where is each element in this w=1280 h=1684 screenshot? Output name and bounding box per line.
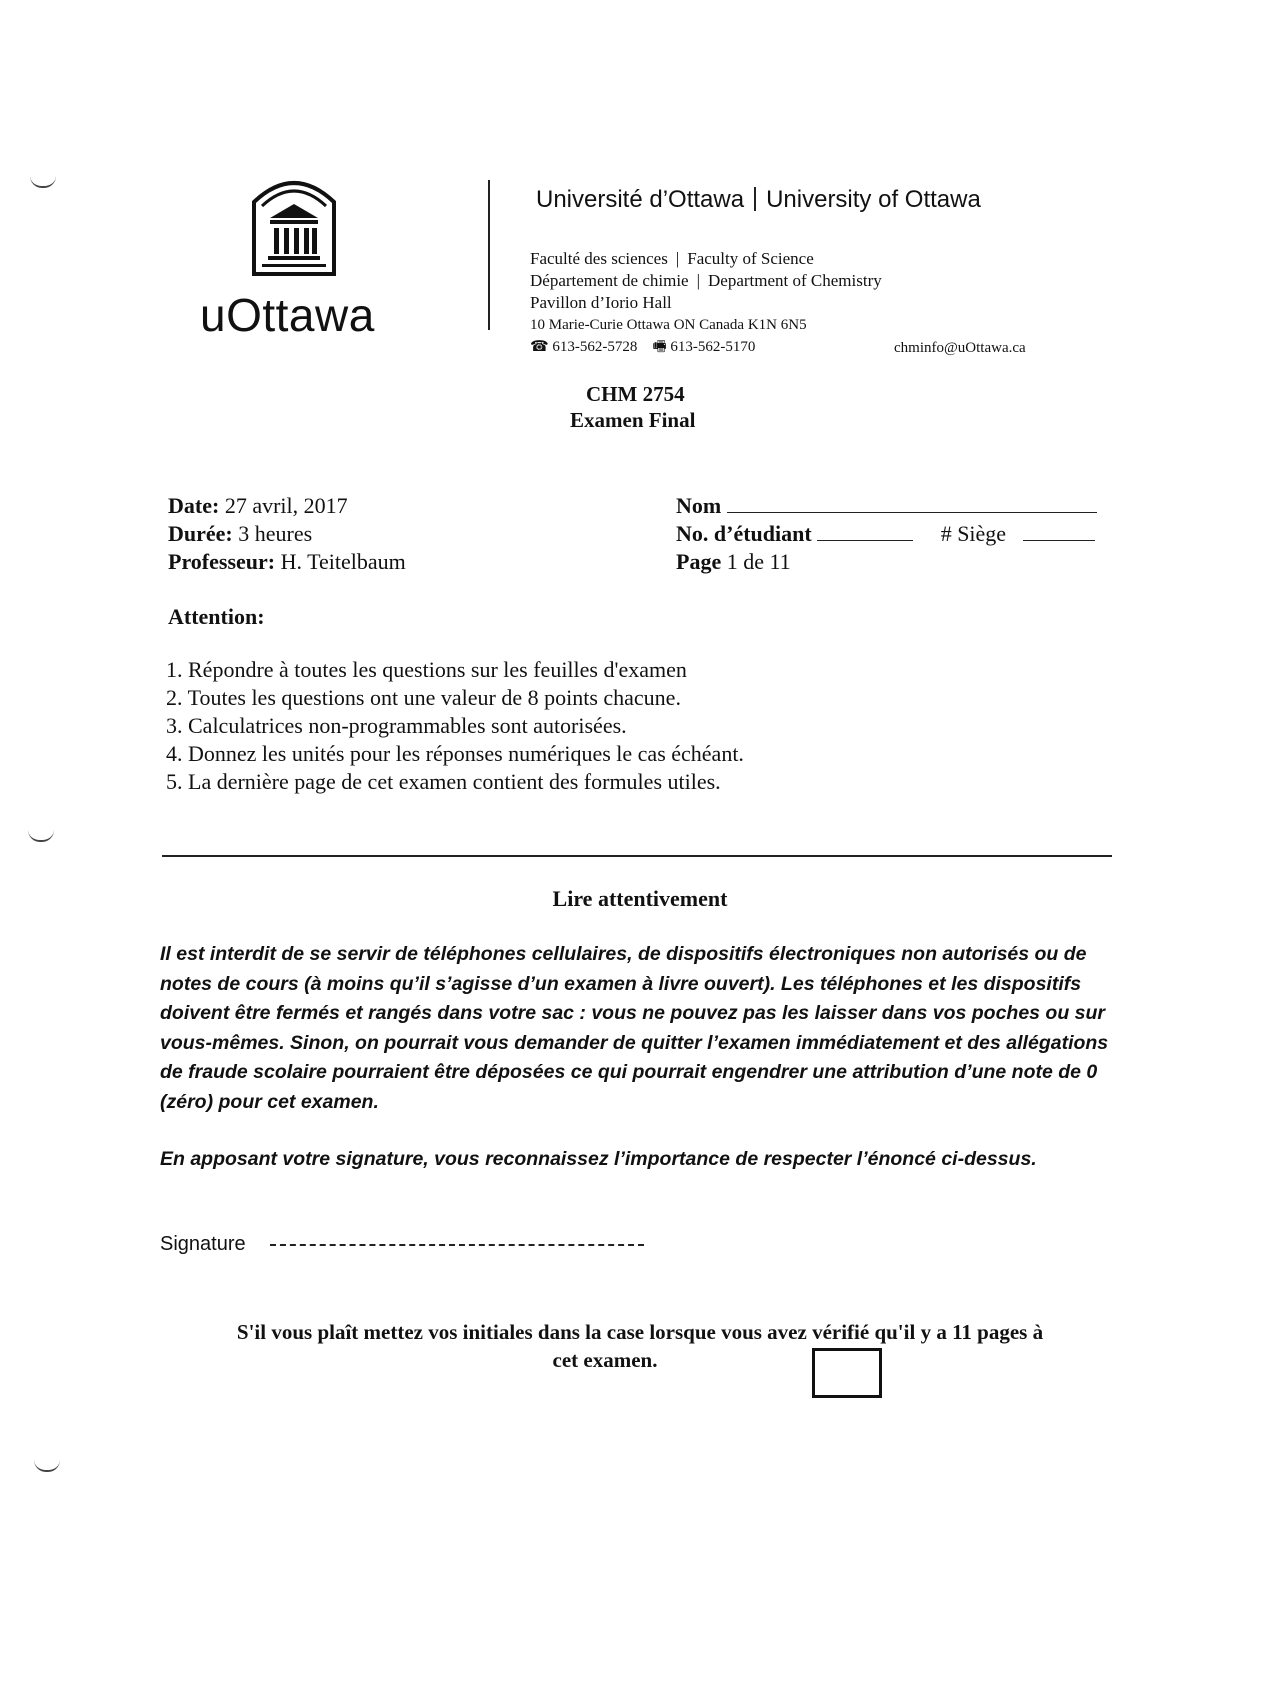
student-details bbox=[676, 492, 1097, 576]
fax-number: 🖷 613-562-5170 bbox=[652, 339, 756, 355]
seat-label: # Siège bbox=[940, 521, 1007, 546]
attention-heading: Attention: bbox=[168, 604, 265, 629]
student-number-row bbox=[676, 520, 1097, 548]
instructions-list bbox=[166, 656, 744, 796]
name-field[interactable] bbox=[727, 494, 1097, 513]
student-number-label: No. d’étudiant bbox=[676, 521, 812, 546]
divider: | bbox=[696, 271, 701, 290]
exam-details bbox=[168, 492, 406, 576]
date-label: Date: bbox=[168, 493, 220, 518]
signature-field[interactable] bbox=[270, 1244, 644, 1246]
notice-heading: Lire attentivement bbox=[552, 886, 728, 911]
scan-mark bbox=[34, 1460, 60, 1472]
university-name-en: University of Ottawa bbox=[766, 186, 981, 213]
contact-line bbox=[530, 336, 882, 358]
logo-wordmark: uOttawa bbox=[200, 289, 375, 341]
professor-row bbox=[168, 548, 406, 576]
list-item: 2. Toutes les questions ont une valeur de 8 points chacune. bbox=[166, 685, 681, 710]
phone-number: ☎ 613-562-5728 bbox=[530, 339, 638, 355]
duration-value: 3 heures bbox=[238, 521, 313, 546]
page-label: Page bbox=[676, 549, 722, 574]
initials-box[interactable] bbox=[812, 1348, 882, 1398]
list-item: 4. Donnez les unités pour les réponses numériques le cas échéant. bbox=[166, 741, 744, 766]
duration-label: Durée: bbox=[168, 521, 233, 546]
date-row bbox=[168, 492, 406, 520]
divider: | bbox=[675, 249, 680, 268]
date-value: 27 avril, 2017 bbox=[224, 493, 348, 518]
seat-field[interactable] bbox=[1023, 522, 1095, 541]
signature-label: Signature bbox=[160, 1233, 246, 1255]
name-row bbox=[676, 492, 1097, 520]
professor-value: H. Teitelbaum bbox=[280, 549, 406, 574]
faculty-en: Faculty of Science bbox=[687, 249, 814, 268]
department-info bbox=[530, 248, 882, 358]
course-code: CHM 2754 bbox=[586, 382, 685, 406]
address-line: 10 Marie-Curie Ottawa ON Canada K1N 6N5 bbox=[530, 317, 807, 333]
department-fr: Département de chimie bbox=[530, 271, 689, 290]
student-number-field[interactable] bbox=[817, 522, 913, 541]
page-row bbox=[676, 548, 1097, 576]
list-item: 3. Calculatrices non-programmables sont autorisées. bbox=[166, 713, 627, 738]
uottawa-logo-icon bbox=[248, 168, 340, 280]
acknowledgement-text: En apposant votre signature, vous reconnaissez l’importance de respecter l’énoncé ci-dessus. bbox=[160, 1148, 1037, 1170]
duration-row bbox=[168, 520, 406, 548]
university-name bbox=[536, 186, 981, 214]
professor-label: Professeur: bbox=[168, 549, 276, 574]
section-divider bbox=[162, 855, 1112, 857]
department-en: Department of Chemistry bbox=[708, 271, 882, 290]
divider bbox=[754, 187, 756, 211]
faculty-line bbox=[530, 248, 882, 270]
department-line bbox=[530, 270, 882, 292]
building-line: Pavillon d’Iorio Hall bbox=[530, 293, 672, 312]
page-count-note-line2: cet examen. bbox=[552, 1348, 658, 1372]
name-label: Nom bbox=[676, 493, 722, 518]
list-item: 1. Répondre à toutes les questions sur les feuilles d'examen bbox=[166, 657, 687, 682]
page-count-note bbox=[100, 1318, 1180, 1374]
scan-mark bbox=[30, 176, 56, 188]
list-item: 5. La dernière page de cet examen contient des formules utiles. bbox=[166, 769, 721, 794]
page-value: 1 de 11 bbox=[726, 549, 791, 574]
exam-title: Examen Final bbox=[570, 408, 696, 432]
notice-body: Il est interdit de se servir de téléphones cellulaires, de dispositifs électroniques non autorisés ou de notes de cours (à moins qu’il s’agisse d’un examen à livre ouvert). Les téléphones et les dispositifs doivent être fermés et rangés dans votre sac : vous ne pouvez pas les laisser dans vos poches ou sur vous-mêmes. Sinon, on pourrait vous demander de quitter l’examen immédiatement et des allégations de fraude scolaire pourraient être déposées ce qui pourrait engendrer une attribution d’une note de 0 (zéro) pour cet examen. bbox=[160, 943, 1109, 1113]
scan-mark bbox=[28, 830, 54, 842]
page-count-note-line1: S'il vous plaît mettez vos initiales dans la case lorsque vous avez vérifié qu'il y a 11 pages à bbox=[236, 1320, 1044, 1344]
faculty-fr: Faculté des sciences bbox=[530, 249, 668, 268]
header-divider bbox=[488, 180, 490, 330]
contact-email: chminfo@uOttawa.ca bbox=[894, 340, 1026, 356]
university-name-fr: Université d’Ottawa bbox=[536, 186, 745, 213]
